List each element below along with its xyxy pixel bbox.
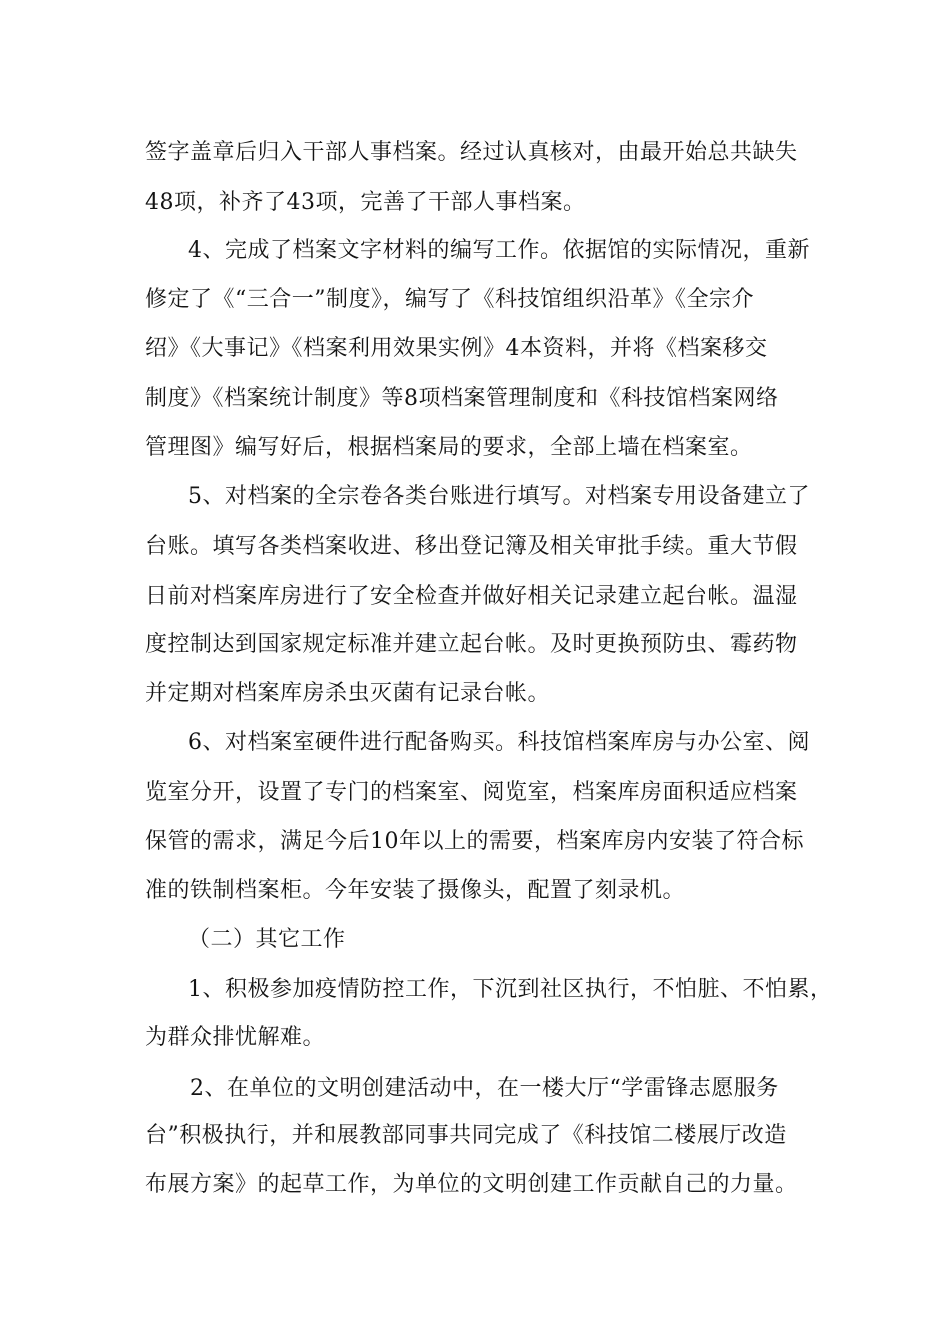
text-line: 布展方案》的起草工作，为单位的文明创建工作贡献自己的力量。	[145, 1172, 798, 1197]
text-line: 并定期对档案库房杀虫灭菌有记录台帐。	[145, 681, 551, 706]
text-line: 48项，补齐了43项，完善了干部人事档案。	[145, 190, 586, 215]
text-line: 览室分开，设置了专门的档案室、阅览室，档案库房面积适应档案	[145, 780, 798, 805]
paragraph-start-line: 5、对档案的全宗卷各类台账进行填写。对档案专用设备建立了	[188, 484, 810, 509]
text-line: 绍》《大事记》《档案利用效果实例》4本资料，并将《档案移交	[145, 336, 768, 361]
section-heading: （二）其它工作	[188, 927, 346, 952]
text-line: 签字盖章后归入干部人事档案。经过认真核对，由最开始总共缺失	[145, 140, 798, 165]
paragraph-start-line: 1、积极参加疫情防控工作，下沉到社区执行，不怕脏、不怕累，	[188, 977, 833, 1002]
paragraph-start-line: 6、对档案室硬件进行配备购买。科技馆档案库房与办公室、阅	[188, 730, 810, 755]
text-line: 台”积极执行，并和展教部同事共同完成了《科技馆二楼展厅改造	[145, 1123, 787, 1148]
text-line: 管理图》编写好后，根据档案局的要求，全部上墙在档案室。	[145, 435, 753, 460]
paragraph-start-line: 2、在单位的文明创建活动中，在一楼大厅“学雷锋志愿服务	[190, 1076, 779, 1101]
text-line: 为群众排忧解难。	[145, 1025, 326, 1050]
text-line: 修定了《“三合一”制度》，编写了《科技馆组织沿革》《全宗介	[145, 287, 754, 312]
text-line: 准的铁制档案柜。今年安装了摄像头，配置了刻录机。	[145, 878, 686, 903]
text-line: 台账。填写各类档案收进、移出登记簿及相关审批手续。重大节假	[145, 534, 798, 559]
text-line: 制度》《档案统计制度》等8项档案管理制度和《科技馆档案网络	[145, 386, 779, 411]
text-line: 保管的需求，满足今后10年以上的需要，档案库房内安装了符合标	[145, 829, 804, 854]
text-line: 度控制达到国家规定标准并建立起台帐。及时更换预防虫、霉药物	[145, 632, 798, 657]
text-line: 日前对档案库房进行了安全检查并做好相关记录建立起台帐。温湿	[145, 584, 798, 609]
paragraph-start-line: 4、完成了档案文字材料的编写工作。依据馆的实际情况，重新	[188, 238, 810, 263]
